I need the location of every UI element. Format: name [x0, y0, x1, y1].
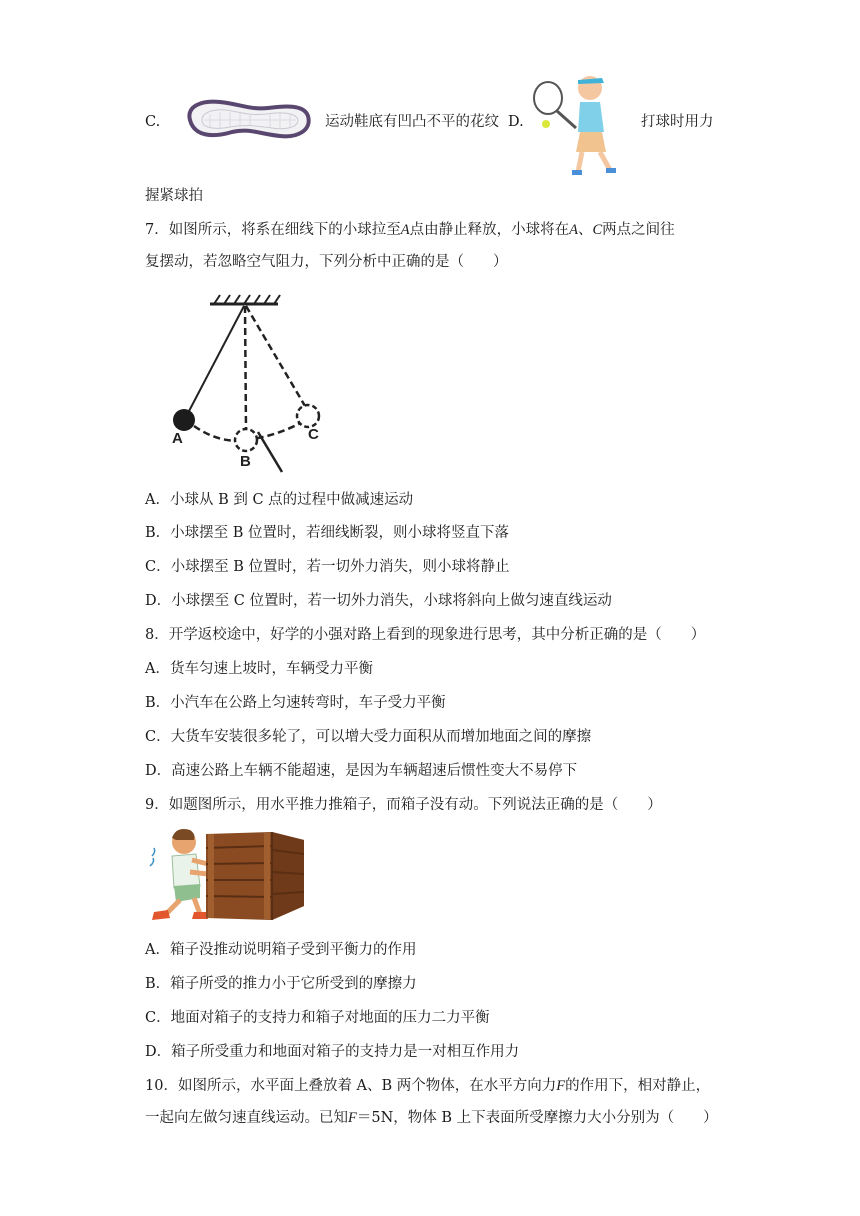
q10-stem-line2 [145, 1108, 718, 1128]
pendulum-label-c: C [308, 426, 319, 443]
q9-option-c: C．地面对箱子的支持力和箱子对地面的压力二力平衡 [145, 1010, 490, 1026]
q6-option-d-text: 打球时用力 [641, 114, 714, 130]
q7-option-a: A．小球从 B 到 C 点的过程中做减速运动 [145, 492, 414, 508]
q7-option-d: D．小球摆至 C 位置时，若一切外力消失，小球将斜向上做匀速直线运动 [145, 593, 612, 609]
q6-option-c-text: 运动鞋底有凹凸不平的花纹 [325, 114, 499, 130]
q8-option-d: D．高速公路上车辆不能超速，是因为车辆超速后惯性变大不易停下 [145, 763, 578, 779]
q8-option-c: C．大货车安装很多轮了，可以增大受力面积从而增加地面之间的摩擦 [145, 729, 592, 745]
q8-option-b: B．小汽车在公路上匀速转弯时，车子受力平衡 [145, 695, 446, 711]
pendulum-label-b: B [240, 453, 251, 470]
q9-option-d: D．箱子所受重力和地面对箱子的支持力是一对相互作用力 [145, 1044, 520, 1060]
pendulum-diagram [160, 290, 340, 475]
q9-stem: 9．如题图所示，用水平推力推箱子，而箱子没有动。下列说法正确的是（ ） [145, 797, 662, 813]
q6-option-d-letter: D. [508, 114, 524, 130]
q10-force-symbol: F [556, 1078, 566, 1094]
q7-stem-text: 点由静止释放，小球将在 [409, 222, 570, 238]
q6-option-d-text-cont: 握紧球拍 [145, 188, 203, 204]
q10-stem-text: 一起向左做匀速直线运动。已知 [145, 1110, 348, 1126]
q7-option-b: B．小球摆至 B 位置时，若细线断裂，则小球将竖直下落 [145, 525, 510, 541]
q10-stem-text: ＝5N，物体 B 上下表面所受摩擦力大小分别为（ ） [356, 1110, 718, 1126]
q10-stem-line1 [145, 1076, 710, 1096]
q7-stem-line1 [145, 220, 675, 240]
q9-option-b: B．箱子所受的推力小于它所受到的摩擦力 [145, 976, 417, 992]
q8-option-a: A．货车匀速上坡时，车辆受力平衡 [145, 661, 373, 677]
q10-force-symbol: F [348, 1110, 357, 1126]
shoe-sole-image [180, 94, 314, 146]
q10-stem-text: 的作用下，相对静止， [565, 1078, 711, 1094]
q7-stem-sep: 、 [577, 222, 593, 238]
q6-option-c-letter: C. [145, 114, 161, 130]
pendulum-label-a: A [172, 430, 183, 447]
q7-point-a: A [569, 222, 578, 238]
q9-option-a: A．箱子没推动说明箱子受到平衡力的作用 [145, 942, 417, 958]
q7-stem-line2: 复摆动，若忽略空气阻力，下列分析中正确的是（ ） [145, 254, 508, 270]
tennis-player-image [530, 68, 630, 178]
q7-point-c: C [592, 222, 603, 238]
q7-point-a: A [400, 222, 410, 238]
q7-option-c: C．小球摆至 B 位置时，若一切外力消失，则小球将静止 [145, 559, 510, 575]
q7-stem-text: 两点之间往 [602, 222, 675, 238]
boy-pushing-box-image [146, 824, 308, 924]
q10-stem-text: 10．如图所示，水平面上叠放着 A、B 两个物体，在水平方向力 [145, 1078, 557, 1094]
q7-stem-text: 7．如图所示，将系在细线下的小球拉至 [145, 222, 401, 238]
q8-stem: 8．开学返校途中，好学的小强对路上看到的现象进行思考，其中分析正确的是（ ） [145, 627, 706, 643]
